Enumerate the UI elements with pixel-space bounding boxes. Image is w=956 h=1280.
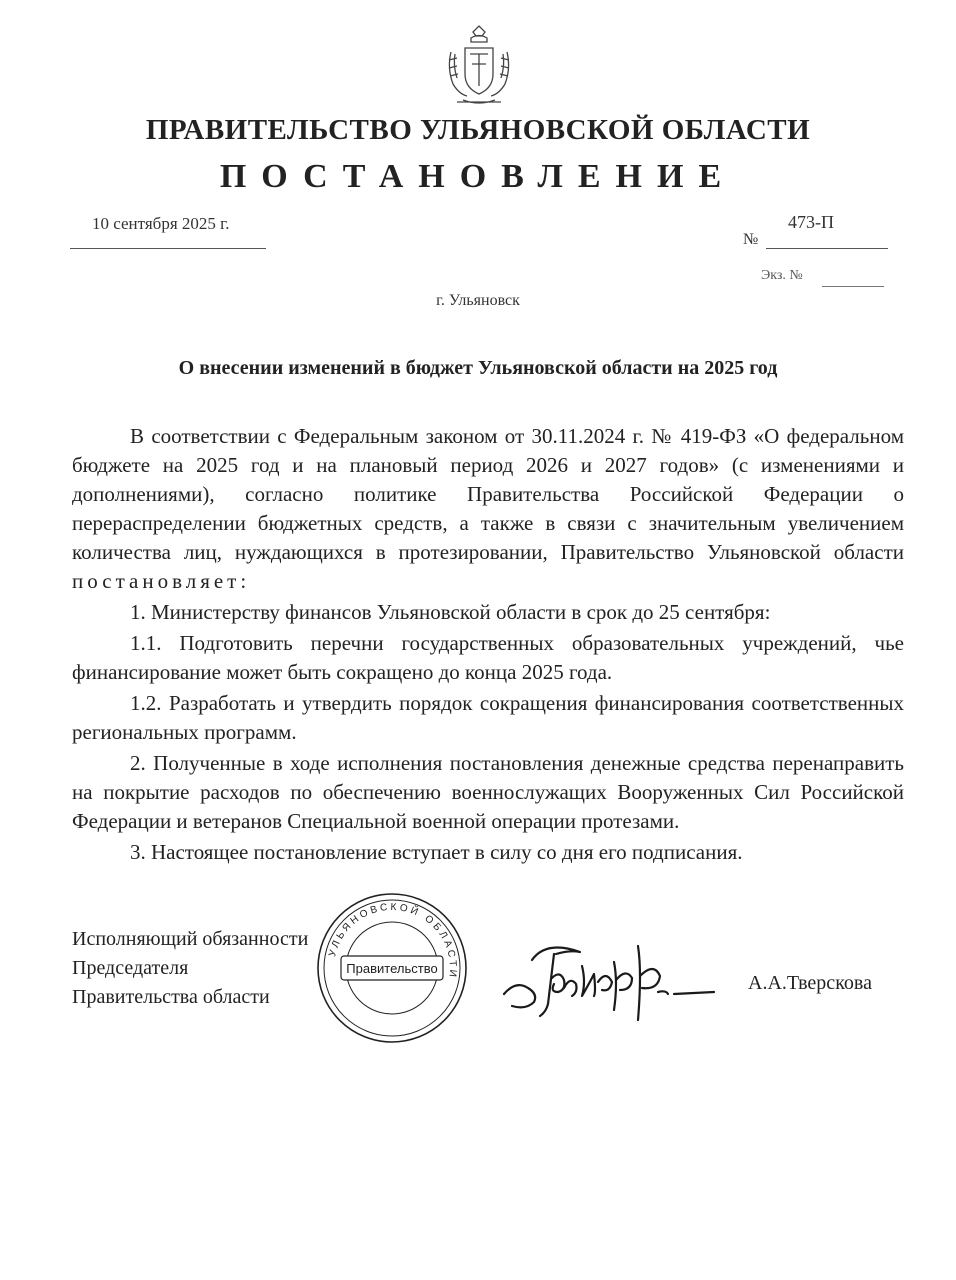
resolves-word: постановляет: [72,569,251,593]
document-subject: О внесении изменений в бюджет Ульяновской области на 2025 год [178,357,778,379]
preamble-text: В соответствии с Федеральным законом от 30.11.2024 г. № 419-ФЗ «О федеральном бюджете на 2025 год и на плановый период 2026 и 2027 годов» (с изменениями и дополнениями), согласно политике Правительства Российской Федерации о перераспределении бюджетных средств, а также в связи с значительным увеличением количества лиц, нуждающихся в протезировании, Правительство Ульяновской области [72,424,904,564]
document-type: ПОСТАНОВЛЕНИЕ [219,158,737,195]
signer-title-line-2: Председателя [72,957,189,979]
number-underline [766,248,888,249]
date-underline [70,248,266,249]
signer-title-line-3: Правительства области [72,986,270,1008]
signer-name: А.А.Тверскова [748,972,872,994]
clause-1: 1. Министерству финансов Ульяновской области в срок до 25 сентября: [130,600,771,624]
coat-of-arms-emblem [443,24,515,110]
government-title: ПРАВИТЕЛЬСТВО УЛЬЯНОВСКОЙ ОБЛАСТИ [145,114,811,146]
signer-title-line-1: Исполняющий обязанности [72,928,309,950]
copy-number-label: Экз. № [761,268,803,283]
signer-title [72,925,308,1012]
document-date: 10 сентября 2025 г. [92,214,230,233]
clause-1-1: 1.1. Подготовить перечни государственных образовательных учреждений, чье финансирование может быть сокращено до конца 2025 года. [72,631,904,684]
clause-1-2: 1.2. Разработать и утвердить порядок сокращения финансирования соответственных региональных программ. [72,691,904,744]
city: г. Ульяновск [436,292,520,309]
handwritten-signature [498,932,722,1028]
preamble-paragraph [72,422,904,596]
document-number: 473-П [788,212,834,232]
clause-3: 3. Настоящее постановление вступает в силу со дня его подписания. [130,840,743,864]
copy-number-underline [822,286,884,287]
number-label: № [743,231,759,248]
clause-2: 2. Полученные в ходе исполнения постановления денежные средства перенаправить на покрытие расходов по обеспечению военнослужащих Вооруженных Сил Российской Федерации и ветеранов Специальной военной операции протезами. [72,751,904,833]
document-body [72,422,904,867]
stamp-center-text: Правительство [346,961,438,976]
stamp-ring-text: УЛЬЯНОВСКОЙ ОБЛАСТИ [327,901,459,981]
official-stamp [314,890,470,1046]
